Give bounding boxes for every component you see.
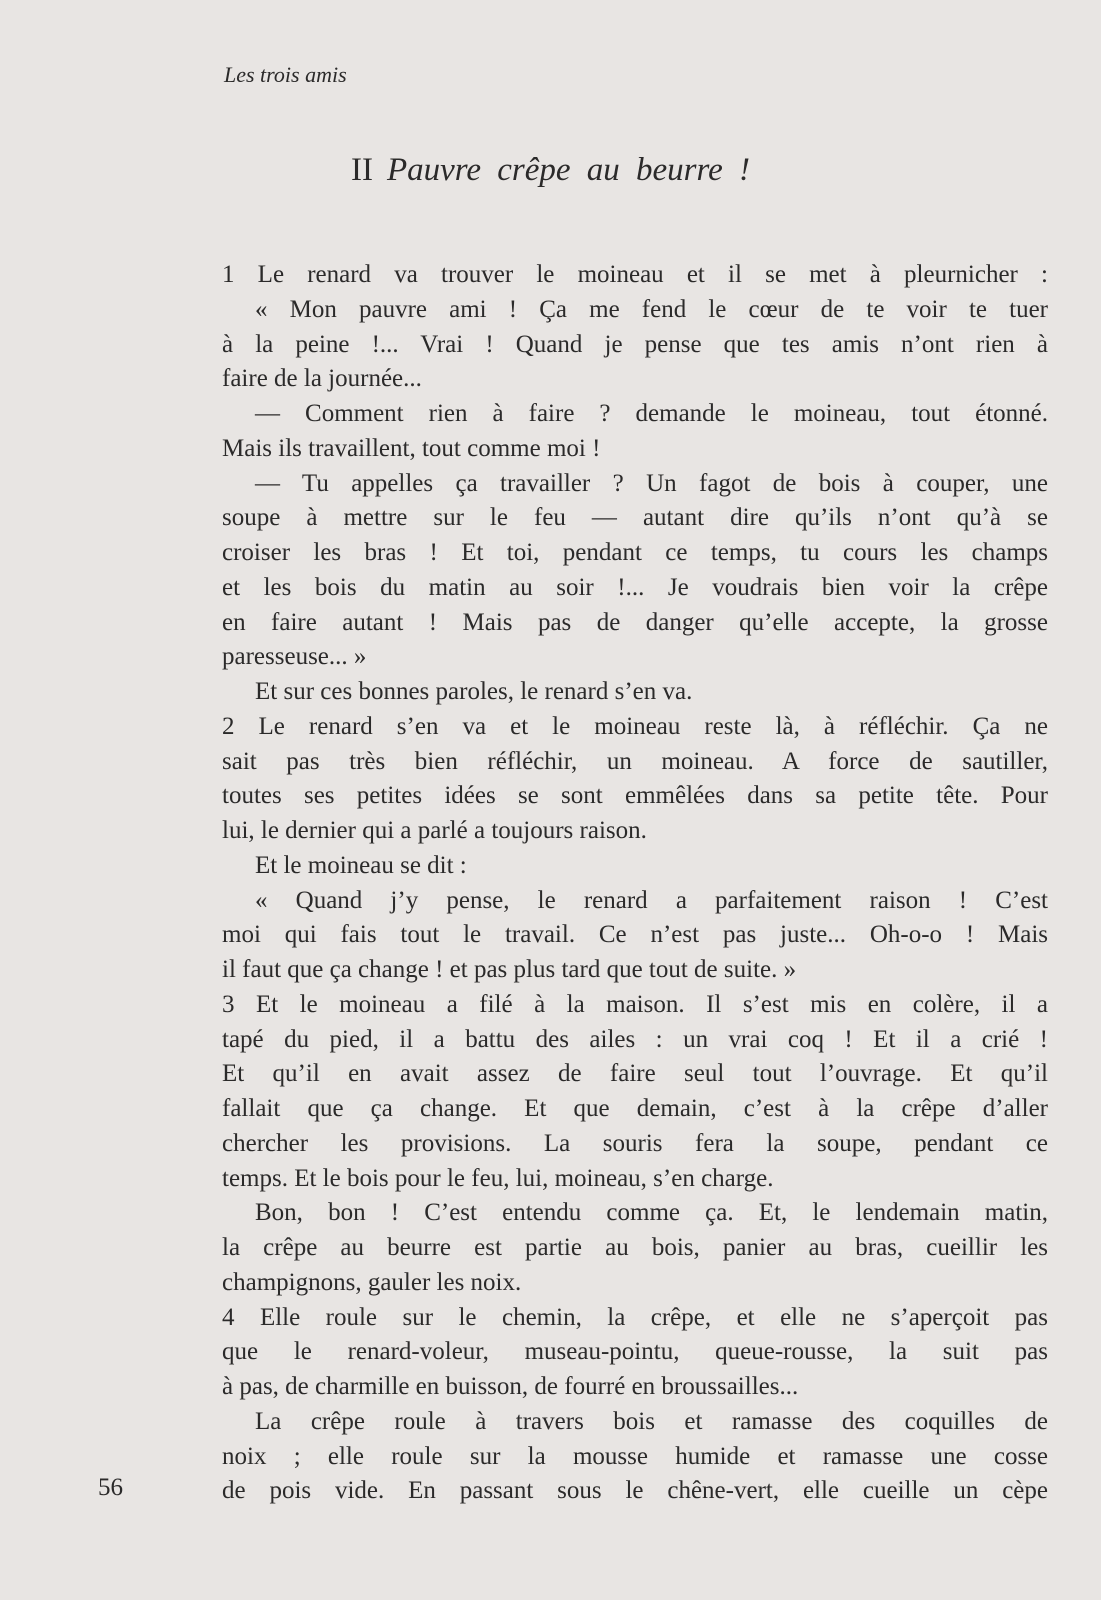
page-number: 56 bbox=[98, 1474, 123, 1501]
chapter-title-text: Pauvre crêpe au beurre ! bbox=[386, 152, 751, 188]
text-line: La crêpe roule à travers bois et ramasse des coquilles de bbox=[255, 1407, 1048, 1435]
text-line: paresseuse... » bbox=[222, 643, 367, 671]
text-line: de pois vide. En passant sous le chêne-vert, elle cueille un cèpe bbox=[222, 1477, 1048, 1505]
text-line: Et sur ces bonnes paroles, le renard s’en va. bbox=[255, 678, 693, 705]
text-line: en faire autant ! Mais pas de danger qu’elle accepte, la grosse bbox=[222, 608, 1048, 636]
text-line: à pas, de charmille en buisson, de fourré en broussailles... bbox=[222, 1373, 799, 1400]
running-head: Les trois amis bbox=[224, 62, 347, 87]
text-line: que le renard-voleur, museau-pointu, queue-rousse, la suit pas bbox=[222, 1338, 1048, 1366]
text-line: 2 Le renard s’en va et le moineau reste là, à réfléchir. Ça ne bbox=[222, 712, 1048, 740]
text-line: champignons, gauler les noix. bbox=[222, 1268, 522, 1296]
text-line: croiser les bras ! Et toi, pendant ce temps, tu cours les champs bbox=[222, 539, 1048, 566]
text-line: soupe à mettre sur le feu — autant dire qu’ils n’ont qu’à se bbox=[222, 504, 1048, 532]
text-line: 3 Et le moineau a filé à la maison. Il s’est mis en colère, il a bbox=[222, 990, 1048, 1018]
text-line: faire de la journée... bbox=[222, 365, 422, 393]
chapter-title bbox=[0, 152, 1101, 189]
text-line: noix ; elle roule sur la mousse humide et ramasse une cosse bbox=[222, 1442, 1048, 1470]
text-line: sait pas très bien réfléchir, un moineau. A force de sautiller, bbox=[222, 747, 1048, 775]
text-line: chercher les provisions. La souris fera la soupe, pendant ce bbox=[222, 1129, 1048, 1157]
text-line: — Comment rien à faire ? demande le moineau, tout étonné. bbox=[255, 400, 1048, 427]
text-line: temps. Et le bois pour le feu, lui, moineau, s’en charge. bbox=[222, 1164, 774, 1192]
text-line: 4 Elle roule sur le chemin, la crêpe, et elle ne s’aperçoit pas bbox=[222, 1303, 1048, 1331]
text-line: à la peine !... Vrai ! Quand je pense que tes amis n’ont rien à bbox=[222, 330, 1048, 358]
text-line: 1 Le renard va trouver le moineau et il se met à pleurnicher : bbox=[222, 261, 1048, 288]
text-line: et les bois du matin au soir !... Je voudrais bien voir la crêpe bbox=[222, 573, 1048, 601]
text-line: lui, le dernier qui a parlé a toujours raison. bbox=[222, 817, 647, 844]
text-line: toutes ses petites idées se sont emmêlées dans sa petite tête. Pour bbox=[222, 782, 1048, 810]
text-line: Mais ils travaillent, tout comme moi ! bbox=[222, 434, 601, 462]
text-line: — Tu appelles ça travailler ? Un fagot de bois à couper, une bbox=[255, 469, 1048, 497]
text-line: moi qui fais tout le travail. Ce n’est pas juste... Oh-o-o ! Mais bbox=[222, 921, 1048, 949]
text-line: « Quand j’y pense, le renard a parfaitement raison ! C’est bbox=[255, 886, 1048, 914]
text-line: fallait que ça change. Et que demain, c’est à la crêpe d’aller bbox=[222, 1095, 1048, 1122]
text-line: Bon, bon ! C’est entendu comme ça. Et, le lendemain matin, bbox=[255, 1199, 1048, 1227]
text-line: « Mon pauvre ami ! Ça me fend le cœur de te voir te tuer bbox=[255, 295, 1048, 323]
text-line: Et le moineau se dit : bbox=[255, 851, 467, 879]
chapter-number: II bbox=[350, 152, 373, 188]
body-text bbox=[222, 258, 1048, 1509]
text-line: la crêpe au beurre est partie au bois, panier au bras, cueillir les bbox=[222, 1234, 1048, 1261]
text-line: il faut que ça change ! et pas plus tard que tout de suite. » bbox=[222, 956, 797, 983]
text-line: Et qu’il en avait assez de faire seul tout l’ouvrage. Et qu’il bbox=[222, 1060, 1048, 1088]
text-line: tapé du pied, il a battu des ailes : un vrai coq ! Et il a crié ! bbox=[222, 1025, 1048, 1053]
